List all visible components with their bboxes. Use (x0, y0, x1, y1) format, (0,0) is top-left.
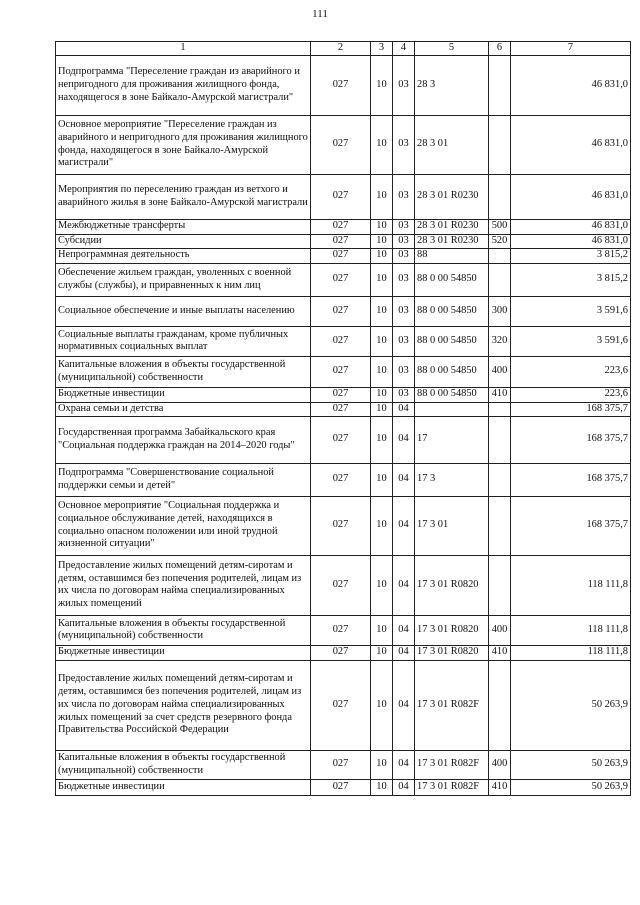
subsection-cell: 03 (393, 356, 415, 387)
section-cell: 10 (371, 750, 393, 779)
subsection-cell: 04 (393, 496, 415, 555)
expense-type-cell: 410 (489, 387, 511, 402)
section-cell: 10 (371, 555, 393, 615)
chapter-cell: 027 (311, 55, 371, 115)
subsection-cell: 04 (393, 779, 415, 795)
amount-cell: 46 831,0 (511, 234, 631, 248)
table-row (56, 496, 631, 555)
row-name-cell: Мероприятия по переселению граждан из ветхого и аварийного жилья в зоне Байкало-Амурской магистрали (56, 174, 311, 219)
budget-table (55, 41, 631, 796)
target-article-cell: 28 3 01 (415, 115, 489, 174)
row-name-cell: Государственная программа Забайкальского края "Социальная поддержка граждан на 2014–2020 годы" (56, 416, 311, 463)
chapter-cell: 027 (311, 750, 371, 779)
column-header: 2 (311, 42, 371, 56)
section-cell: 10 (371, 463, 393, 496)
row-name-cell: Социальные выплаты гражданам, кроме публичных нормативных социальных выплат (56, 326, 311, 356)
target-article-cell: 88 0 00 54850 (415, 387, 489, 402)
row-name-cell: Основное мероприятие "Переселение граждан из аварийного и непригодного для проживания жилищного фонда, находящегося в зоне Байкало-Амурской магистрали" (56, 115, 311, 174)
subsection-cell: 04 (393, 750, 415, 779)
table-body (56, 42, 631, 796)
target-article-cell: 88 0 00 54850 (415, 263, 489, 296)
expense-type-cell: 410 (489, 645, 511, 660)
amount-cell: 50 263,9 (511, 779, 631, 795)
target-article-cell: 17 3 01 R0820 (415, 555, 489, 615)
row-name-cell: Субсидии (56, 234, 311, 248)
expense-type-cell (489, 115, 511, 174)
section-cell: 10 (371, 234, 393, 248)
subsection-cell: 04 (393, 402, 415, 416)
amount-cell: 118 111,8 (511, 645, 631, 660)
section-cell: 10 (371, 496, 393, 555)
row-name-cell: Подпрограмма "Совершенствование социальной поддержки семьи и детей" (56, 463, 311, 496)
chapter-cell: 027 (311, 416, 371, 463)
row-name-cell: Капитальные вложения в объекты государственной (муниципальной) собственности (56, 750, 311, 779)
expense-type-cell: 320 (489, 326, 511, 356)
chapter-cell: 027 (311, 660, 371, 750)
chapter-cell: 027 (311, 326, 371, 356)
expense-type-cell: 410 (489, 779, 511, 795)
row-name-cell: Подпрограмма "Переселение граждан из аварийного и непригодного для проживания жилищного фонда, находящегося в зоне Байкало-Амурской магистрали" (56, 55, 311, 115)
chapter-cell: 027 (311, 463, 371, 496)
expense-type-cell (489, 248, 511, 263)
chapter-cell: 027 (311, 174, 371, 219)
target-article-cell: 17 3 (415, 463, 489, 496)
section-cell: 10 (371, 296, 393, 326)
chapter-cell: 027 (311, 387, 371, 402)
target-article-cell: 17 3 01 R082F (415, 750, 489, 779)
subsection-cell: 03 (393, 174, 415, 219)
row-name-cell: Предоставление жилых помещений детям-сиротам и детям, оставшимся без попечения родителей, лицам из их числа по договорам найма специализированных жилых помещений (56, 555, 311, 615)
amount-cell: 3 591,6 (511, 326, 631, 356)
target-article-cell: 88 0 00 54850 (415, 296, 489, 326)
amount-cell: 50 263,9 (511, 660, 631, 750)
amount-cell: 3 815,2 (511, 263, 631, 296)
table-row (56, 248, 631, 263)
chapter-cell: 027 (311, 779, 371, 795)
target-article-cell: 28 3 (415, 55, 489, 115)
chapter-cell: 027 (311, 115, 371, 174)
amount-cell: 46 831,0 (511, 55, 631, 115)
target-article-cell: 17 (415, 416, 489, 463)
expense-type-cell (489, 55, 511, 115)
table-row (56, 645, 631, 660)
table-row (56, 779, 631, 795)
amount-cell: 3 591,6 (511, 296, 631, 326)
table-row (56, 615, 631, 645)
expense-type-cell (489, 174, 511, 219)
target-article-cell (415, 402, 489, 416)
table-row (56, 463, 631, 496)
table-row (56, 234, 631, 248)
section-cell: 10 (371, 779, 393, 795)
subsection-cell: 03 (393, 263, 415, 296)
amount-cell: 46 831,0 (511, 115, 631, 174)
amount-cell: 46 831,0 (511, 219, 631, 234)
row-name-cell: Непрограммная деятельность (56, 248, 311, 263)
column-header: 6 (489, 42, 511, 56)
section-cell: 10 (371, 402, 393, 416)
section-cell: 10 (371, 55, 393, 115)
page-number: 111 (312, 8, 328, 20)
row-name-cell: Охрана семьи и детства (56, 402, 311, 416)
target-article-cell: 88 0 00 54850 (415, 326, 489, 356)
target-article-cell: 17 3 01 R082F (415, 779, 489, 795)
section-cell: 10 (371, 387, 393, 402)
header-row (56, 42, 631, 56)
table-row (56, 115, 631, 174)
chapter-cell: 027 (311, 296, 371, 326)
section-cell: 10 (371, 660, 393, 750)
chapter-cell: 027 (311, 645, 371, 660)
amount-cell: 168 375,7 (511, 402, 631, 416)
column-header: 3 (371, 42, 393, 56)
subsection-cell: 04 (393, 555, 415, 615)
section-cell: 10 (371, 356, 393, 387)
chapter-cell: 027 (311, 219, 371, 234)
target-article-cell: 17 3 01 (415, 496, 489, 555)
section-cell: 10 (371, 219, 393, 234)
table-row (56, 263, 631, 296)
target-article-cell: 17 3 01 R082F (415, 660, 489, 750)
subsection-cell: 03 (393, 55, 415, 115)
section-cell: 10 (371, 174, 393, 219)
table-row (56, 416, 631, 463)
chapter-cell: 027 (311, 496, 371, 555)
target-article-cell: 88 0 00 54850 (415, 356, 489, 387)
expense-type-cell (489, 263, 511, 296)
subsection-cell: 03 (393, 115, 415, 174)
table-row (56, 660, 631, 750)
expense-type-cell (489, 463, 511, 496)
table-row (56, 356, 631, 387)
row-name-cell: Капитальные вложения в объекты государственной (муниципальной) собственности (56, 356, 311, 387)
expense-type-cell (489, 402, 511, 416)
subsection-cell: 03 (393, 326, 415, 356)
expense-type-cell (489, 555, 511, 615)
target-article-cell: 88 (415, 248, 489, 263)
column-header: 1 (56, 42, 311, 56)
amount-cell: 46 831,0 (511, 174, 631, 219)
table-row (56, 296, 631, 326)
subsection-cell: 04 (393, 463, 415, 496)
subsection-cell: 03 (393, 387, 415, 402)
expense-type-cell (489, 496, 511, 555)
amount-cell: 50 263,9 (511, 750, 631, 779)
chapter-cell: 027 (311, 234, 371, 248)
table-row (56, 555, 631, 615)
table-row (56, 55, 631, 115)
amount-cell: 118 111,8 (511, 555, 631, 615)
target-article-cell: 17 3 01 R0820 (415, 615, 489, 645)
row-name-cell: Бюджетные инвестиции (56, 779, 311, 795)
subsection-cell: 03 (393, 296, 415, 326)
target-article-cell: 28 3 01 R0230 (415, 234, 489, 248)
expense-type-cell: 500 (489, 219, 511, 234)
row-name-cell: Капитальные вложения в объекты государственной (муниципальной) собственности (56, 615, 311, 645)
section-cell: 10 (371, 326, 393, 356)
target-article-cell: 28 3 01 R0230 (415, 174, 489, 219)
chapter-cell: 027 (311, 615, 371, 645)
section-cell: 10 (371, 263, 393, 296)
amount-cell: 118 111,8 (511, 615, 631, 645)
chapter-cell: 027 (311, 248, 371, 263)
subsection-cell: 04 (393, 615, 415, 645)
row-name-cell: Предоставление жилых помещений детям-сиротам и детям, оставшимся без попечения родителей, лицам из их числа по договорам найма специализированных жилых помещений за счет средств резервного фонда Правительства Российской Федерации (56, 660, 311, 750)
column-header: 5 (415, 42, 489, 56)
amount-cell: 3 815,2 (511, 248, 631, 263)
row-name-cell: Бюджетные инвестиции (56, 645, 311, 660)
row-name-cell: Обеспечение жильем граждан, уволенных с военной службы (службы), и приравненных к ним лиц (56, 263, 311, 296)
chapter-cell: 027 (311, 263, 371, 296)
chapter-cell: 027 (311, 356, 371, 387)
row-name-cell: Основное мероприятие "Социальная поддержка и социальное обслуживание детей, находящихся в социально опасном положении или иной трудной жизненной ситуации" (56, 496, 311, 555)
expense-type-cell (489, 416, 511, 463)
subsection-cell: 03 (393, 248, 415, 263)
section-cell: 10 (371, 248, 393, 263)
amount-cell: 168 375,7 (511, 463, 631, 496)
amount-cell: 168 375,7 (511, 496, 631, 555)
section-cell: 10 (371, 416, 393, 463)
table-row (56, 219, 631, 234)
table-row (56, 402, 631, 416)
expense-type-cell (489, 660, 511, 750)
subsection-cell: 04 (393, 645, 415, 660)
column-header: 4 (393, 42, 415, 56)
amount-cell: 223,6 (511, 356, 631, 387)
target-article-cell: 17 3 01 R0820 (415, 645, 489, 660)
section-cell: 10 (371, 115, 393, 174)
row-name-cell: Межбюджетные трансферты (56, 219, 311, 234)
table-row (56, 174, 631, 219)
table-row (56, 387, 631, 402)
row-name-cell: Бюджетные инвестиции (56, 387, 311, 402)
expense-type-cell: 300 (489, 296, 511, 326)
subsection-cell: 03 (393, 234, 415, 248)
expense-type-cell: 400 (489, 356, 511, 387)
amount-cell: 223,6 (511, 387, 631, 402)
row-name-cell: Социальное обеспечение и иные выплаты населению (56, 296, 311, 326)
section-cell: 10 (371, 615, 393, 645)
subsection-cell: 04 (393, 660, 415, 750)
subsection-cell: 03 (393, 219, 415, 234)
expense-type-cell: 400 (489, 615, 511, 645)
subsection-cell: 04 (393, 416, 415, 463)
expense-type-cell: 400 (489, 750, 511, 779)
column-header: 7 (511, 42, 631, 56)
chapter-cell: 027 (311, 402, 371, 416)
table-row (56, 326, 631, 356)
amount-cell: 168 375,7 (511, 416, 631, 463)
table-row (56, 750, 631, 779)
target-article-cell: 28 3 01 R0230 (415, 219, 489, 234)
expense-type-cell: 520 (489, 234, 511, 248)
section-cell: 10 (371, 645, 393, 660)
chapter-cell: 027 (311, 555, 371, 615)
